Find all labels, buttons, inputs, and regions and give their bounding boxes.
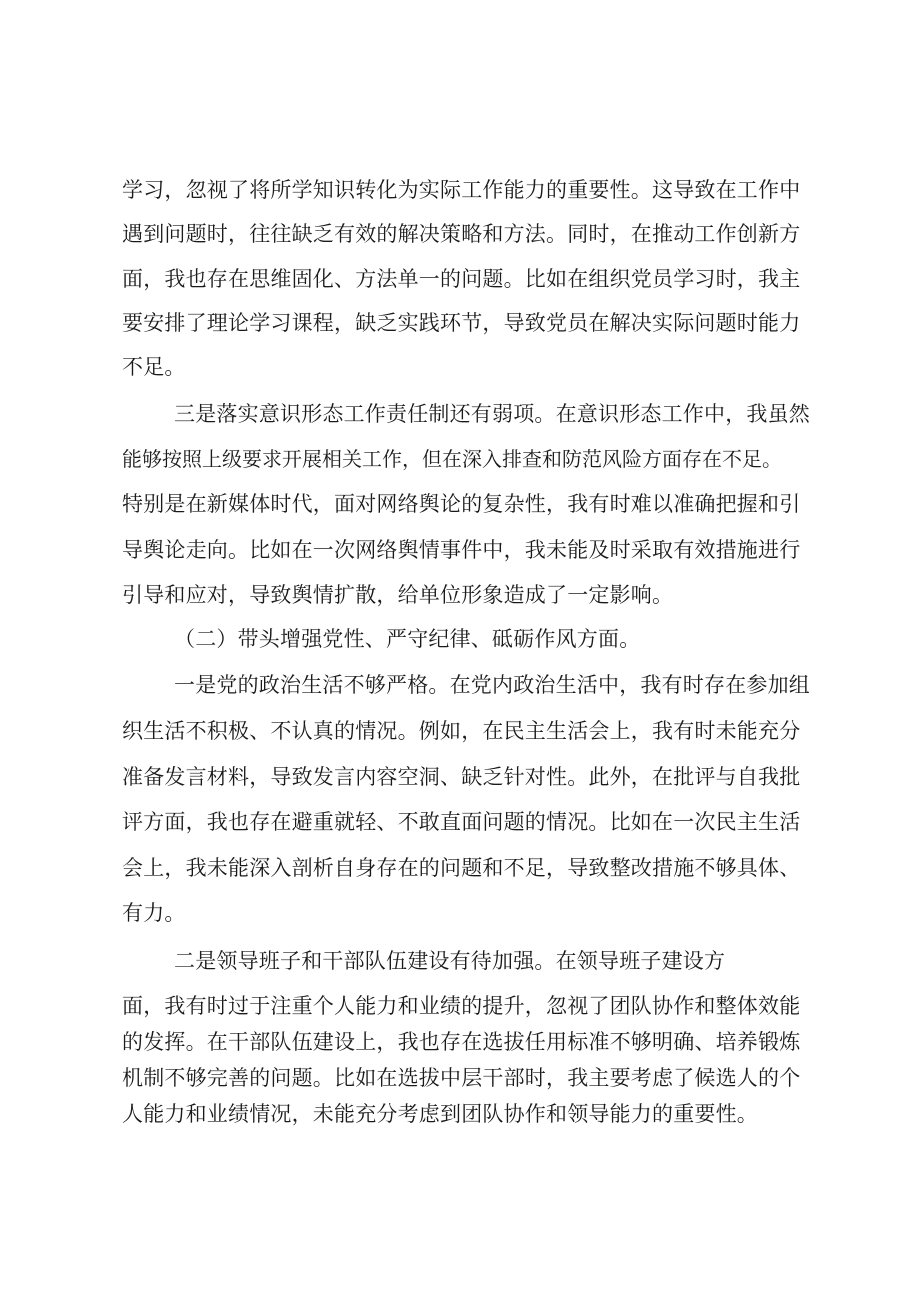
paragraph-line: 导舆论走向。比如在一次网络舆情事件中，我未能及时采取有效措施进行	[122, 538, 801, 562]
paragraph-line: 有力。	[122, 901, 186, 925]
paragraph-line: 面，我有时过于注重个人能力和业绩的提升，忽视了团队协作和整体效能	[122, 994, 801, 1018]
paragraph-line: 织生活不积极、不认真的情况。例如，在民主生活会上，我有时未能充分	[122, 719, 801, 743]
paragraph-line: 准备发言材料，导致发言内容空洞、缺乏针对性。此外，在批评与自我批	[122, 765, 801, 789]
paragraph-line: 二是领导班子和干部队伍建设有待加强。在领导班子建设方	[174, 949, 726, 973]
paragraph-line: 人能力和业绩情况，未能充分考虑到团队协作和领导能力的重要性。	[122, 1102, 758, 1126]
paragraph-line: 面，我也存在思维固化、方法单一的问题。比如在组织党员学习时，我主	[122, 267, 801, 291]
paragraph-line: 能够按照上级要求开展相关工作，但在深入排查和防范风险方面存在不足。	[122, 447, 782, 471]
paragraph-line: 要安排了理论学习课程，缺乏实践环节，导致党员在解决实际问题时能力	[122, 311, 801, 335]
paragraph-line: 不足。	[122, 355, 186, 379]
paragraph-line: 的发挥。在干部队伍建设上，我也存在选拔任用标准不够明确、培养锻炼	[122, 1030, 801, 1054]
paragraph-line: 引导和应对，导致舆情扩散，给单位形象造成了一定影响。	[122, 583, 674, 607]
paragraph-line: 评方面，我也存在避重就轻、不敢直面问题的情况。比如在一次民主生活	[122, 810, 801, 834]
paragraph-line: 学习，忽视了将所学知识转化为实际工作能力的重要性。这导致在工作中	[122, 178, 801, 202]
paragraph-line: 特别是在新媒体时代，面对网络舆论的复杂性，我有时难以准确把握和引	[122, 492, 801, 516]
paragraph-line: 机制不够完善的问题。比如在选拔中层干部时，我主要考虑了候选人的个	[122, 1066, 801, 1090]
paragraph-line: 会上，我未能深入剖析自身存在的问题和不足，导致整改措施不够具体、	[122, 856, 801, 880]
section-heading: （二）带头增强党性、严守纪律、砥砺作风方面。	[174, 627, 641, 651]
paragraph-line: 遇到问题时，往往缺乏有效的解决策略和方法。同时，在推动工作创新方	[122, 222, 801, 246]
paragraph-line: 三是落实意识形态工作责任制还有弱项。在意识形态工作中，我虽然	[174, 402, 810, 426]
paragraph-line: 一是党的政治生活不够严格。在党内政治生活中，我有时存在参加组	[174, 673, 810, 697]
